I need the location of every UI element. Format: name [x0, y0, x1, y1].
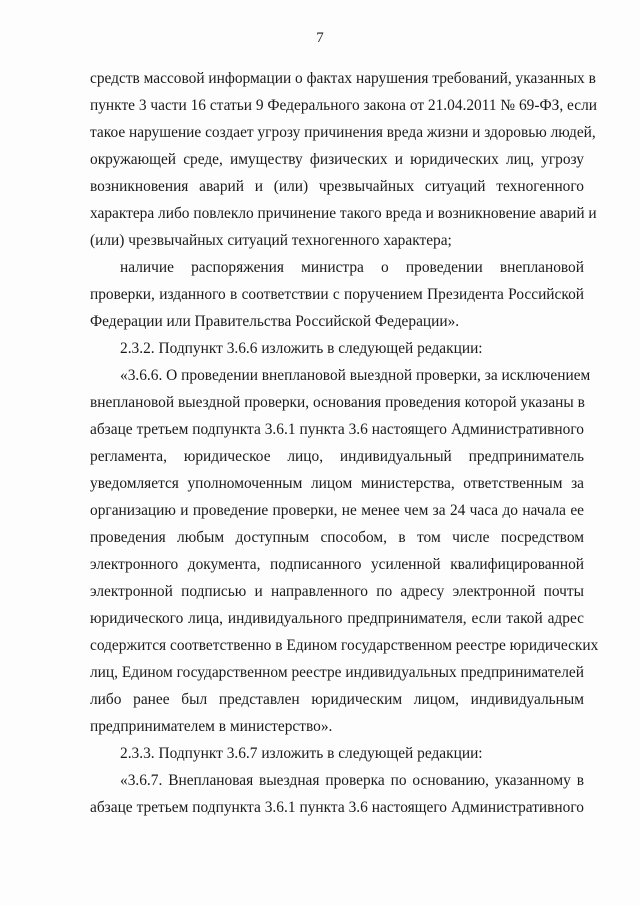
text-line: пункте 3 части 16 статьи 9 Федерального закона от 21.04.2011 № 69-ФЗ, если — [90, 97, 597, 114]
text-line: электронной подписью и направленного по адресу электронной почты — [90, 583, 584, 600]
text-line: Федерации или Правительства Российской Федерации». — [90, 313, 460, 330]
text-line: 2.3.3. Подпункт 3.6.7 изложить в следующей редакции: — [120, 745, 483, 762]
text-line: возникновения аварий и (или) чрезвычайных ситуаций техногенного — [90, 178, 584, 195]
text-line: лиц, Едином государственном реестре индивидуальных предпринимателей — [90, 664, 584, 681]
text-line: организацию и проведение проверки, не менее чем за 24 часа до начала ее — [90, 502, 584, 519]
text-line: электронного документа, подписанного усиленной квалифицированной — [90, 556, 584, 573]
text-line: проведения любым доступным способом, в том числе посредством — [90, 529, 584, 546]
text-line: наличие распоряжения министра о проведении внеплановой — [120, 259, 584, 276]
text-line: абзаце третьем подпункта 3.6.1 пункта 3.6 настоящего Административного — [90, 421, 584, 438]
text-line: либо ранее был представлен юридическим лицом, индивидуальным — [90, 691, 584, 708]
text-line: внеплановой выездной проверки, основания проведения которой указаны в — [90, 394, 585, 411]
text-line: абзаце третьем подпункта 3.6.1 пункта 3.6 настоящего Административного — [90, 799, 584, 816]
page-number: 7 — [316, 30, 324, 46]
text-line: (или) чрезвычайных ситуаций техногенного характера; — [90, 232, 452, 249]
text-line: средств массовой информации о фактах нарушения требований, указанных в — [90, 70, 596, 87]
text-line: содержится соответственно в Едином государственном реестре юридических — [90, 637, 599, 654]
text-line: такое нарушение создает угрозу причинения вреда жизни и здоровью людей, — [90, 124, 596, 141]
text-line: характера либо повлекло причинение такого вреда и возникновение аварий и — [90, 205, 597, 222]
text-line: уведомляется уполномоченным лицом министерства, ответственным за — [90, 475, 584, 492]
text-line: проверки, изданного в соответствии с поручением Президента Российской — [90, 286, 584, 303]
text-line: регламента, юридическое лицо, индивидуальный предприниматель — [90, 448, 584, 465]
text-line: предпринимателем в министерство». — [90, 718, 333, 735]
text-line: юридического лица, индивидуального предпринимателя, если такой адрес — [90, 610, 584, 627]
text-line: окружающей среде, имуществу физических и юридических лиц, угрозу — [90, 151, 584, 168]
text-line: «3.6.7. Внеплановая выездная проверка по основанию, указанному в — [120, 772, 584, 789]
text-line: «3.6.6. О проведении внеплановой выездной проверки, за исключением — [120, 367, 591, 384]
text-line: 2.3.2. Подпункт 3.6.6 изложить в следующей редакции: — [120, 340, 483, 357]
